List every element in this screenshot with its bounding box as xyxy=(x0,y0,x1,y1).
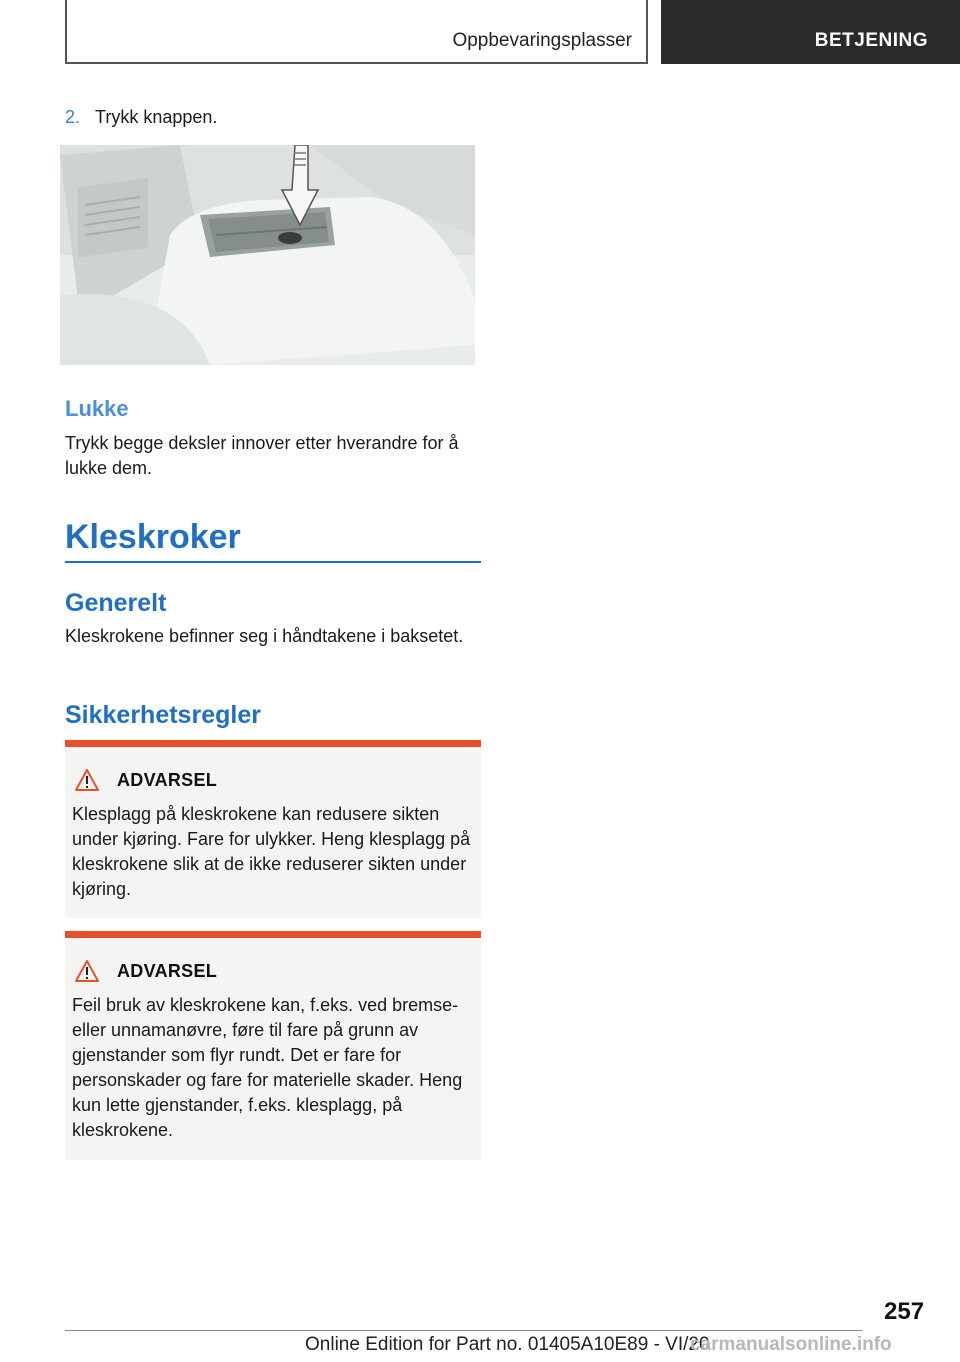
warning-triangle-icon xyxy=(75,960,99,982)
warning-box-1 xyxy=(65,740,481,918)
generelt-heading: Generelt xyxy=(65,589,167,617)
warning-title: ADVARSEL xyxy=(117,769,218,790)
lukke-heading: Lukke xyxy=(65,396,129,421)
warning-box-2 xyxy=(65,931,481,1160)
sikkerhetsregler-heading: Sikkerhetsregler xyxy=(65,701,261,729)
header-section-tab xyxy=(65,0,648,64)
step-item xyxy=(65,107,217,128)
step-text: Trykk knappen. xyxy=(95,107,218,127)
warning-title: ADVARSEL xyxy=(117,960,218,981)
header-chapter-title: BETJENING xyxy=(814,30,928,51)
armrest-button-illustration xyxy=(60,145,475,365)
footer-edition: Online Edition for Part no. 01405A10E89 - VI/20 xyxy=(305,1334,710,1355)
kleskroker-title: Kleskroker xyxy=(65,518,241,556)
warning-text: Klesplagg på kleskrokene kan redusere sikten under kjøring. Fare for ulykker. Heng klesplagg på kleskrokene slik at de ikke reduserer sikten under kjøring. xyxy=(72,804,471,899)
footer-rule xyxy=(65,1330,862,1331)
header-section-title: Oppbevaringsplasser xyxy=(452,30,632,51)
warning-header xyxy=(75,960,217,982)
warning-text: Feil bruk av kleskrokene kan, f.eks. ved bremse- eller unnamanøvre, føre til fare på grunn av gjenstander som flyr rundt. Det er fare for personskader og fare for materielle skader. Heng kun lette gjenstander, f.eks. klesplagg, på kleskrokene. xyxy=(72,995,463,1140)
step-number: 2. xyxy=(65,107,81,127)
warning-header xyxy=(75,769,217,791)
page-number: 257 xyxy=(884,1298,925,1325)
watermark: carmanualsonline.info xyxy=(690,1334,892,1355)
header-chapter-tab xyxy=(661,0,960,64)
title-underline xyxy=(65,561,481,563)
warning-triangle-icon xyxy=(75,769,99,791)
generelt-text: Kleskrokene befinner seg i håndtakene i baksetet. xyxy=(65,626,464,646)
lukke-text: Trykk begge deksler innover etter hverandre for å lukke dem. xyxy=(65,433,459,478)
